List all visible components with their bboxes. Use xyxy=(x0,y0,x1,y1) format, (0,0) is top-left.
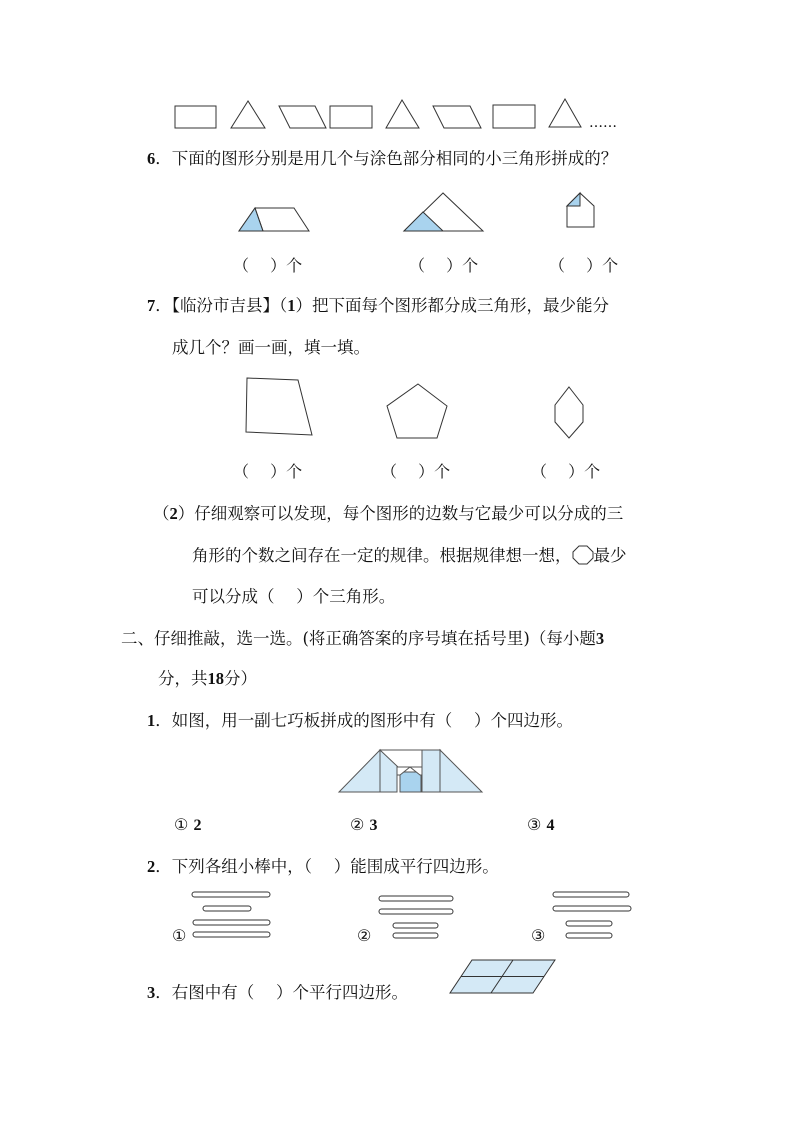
s2q1-option-1-value: 2 xyxy=(193,817,202,834)
q7-part2-line2 xyxy=(192,545,627,567)
q7-part1-text: ）把下面每个图形都分成三角形，最少能分 xyxy=(295,296,609,315)
seq-triangle-3 xyxy=(549,99,581,127)
stick-group-1-mark: ① xyxy=(172,926,187,945)
q6-answer-1[interactable]: （ ）个 xyxy=(233,256,303,275)
q7-figures xyxy=(0,372,794,452)
s2q1-option-1-mark: ① xyxy=(174,815,189,834)
s2q1-option-1[interactable] xyxy=(174,815,201,835)
q6-answer-3[interactable]: （ ）个 xyxy=(549,256,619,275)
q7-part2-line2b: 最少 xyxy=(593,546,627,565)
q7-source: ．【临汾市吉县】（ xyxy=(155,296,288,315)
s2q2-prompt: ．下列各组小棒中，（ ）能围成平行四边形。 xyxy=(155,857,499,876)
sequence-ellipsis: …… xyxy=(589,115,617,131)
q7-part2-text: ）仔细观察可以发现，每个图形的边数与它最少可以分成的三 xyxy=(177,504,624,523)
q7-hexagon xyxy=(555,387,583,438)
section2-score-each: 3 xyxy=(595,629,605,648)
stick-group-3[interactable] xyxy=(553,892,631,938)
s2q1-option-2-mark: ② xyxy=(350,815,365,834)
q6-text xyxy=(147,148,617,170)
tangram-left-triangle xyxy=(339,750,380,792)
q7-part1-number: 1 xyxy=(287,296,296,315)
q7-part2-open: （ xyxy=(153,504,170,523)
seq-rectangle-3 xyxy=(493,105,535,128)
q7-pentagon xyxy=(387,384,447,438)
q7-part2-number: 2 xyxy=(169,504,178,523)
q6-fig2-shaded xyxy=(404,212,443,231)
stick-group-1[interactable] xyxy=(192,892,270,937)
q7-answer-1[interactable]: （ ）个 xyxy=(233,462,303,481)
section2-line2-b: 分） xyxy=(224,669,257,688)
s2q1-option-3-value: 4 xyxy=(546,817,555,834)
tangram-center-square xyxy=(400,772,421,792)
q6-answer-2[interactable]: （ ）个 xyxy=(409,256,479,275)
stick-group-2-mark: ② xyxy=(357,926,372,945)
q7-part2-line2a: 角形的个数之间存在一定的规律。根据规律想一想， xyxy=(192,546,572,565)
q6-fig3-shaded xyxy=(567,193,580,206)
q7-part2-line1 xyxy=(153,503,623,525)
stick-group-2[interactable] xyxy=(379,896,453,938)
sticks-figures xyxy=(0,888,794,948)
section2-heading-line2 xyxy=(158,668,257,690)
q7-answer-3[interactable]: （ ）个 xyxy=(531,462,601,481)
section2-heading-text: 二、仔细推敲，选一选。(将正确答案的序号填在括号里)（每小题 xyxy=(121,629,596,648)
s2q1-option-3-mark: ③ xyxy=(527,815,542,834)
seq-rectangle-1 xyxy=(175,106,216,128)
tangram-figure xyxy=(0,750,794,800)
q7-part2-line3: 可以分成（ ）个三角形。 xyxy=(192,587,396,606)
seq-parallelogram-2 xyxy=(433,106,481,128)
q6-prompt: ．下面的图形分别是用几个与涂色部分相同的小三角形拼成的？ xyxy=(155,149,618,168)
s2q2-text xyxy=(147,856,499,878)
section2-line2-a: 分，共 xyxy=(158,669,208,688)
s2q1-prompt: ．如图，用一副七巧板拼成的图形中有（ ）个四边形。 xyxy=(155,711,573,730)
s2q2-number: 2 xyxy=(147,857,156,876)
q6-figures xyxy=(0,190,794,250)
section2-heading xyxy=(121,628,604,650)
seq-triangle-1 xyxy=(231,101,265,128)
section2-total: 18 xyxy=(207,669,224,688)
s2q3-number: 3 xyxy=(147,983,156,1002)
q7-line1 xyxy=(147,295,609,317)
s2q1-option-2-value: 3 xyxy=(369,817,378,834)
q6-number: 6 xyxy=(147,149,156,168)
q7-number: 7 xyxy=(147,296,156,315)
tangram-right-square xyxy=(422,750,440,792)
s2q1-option-3[interactable] xyxy=(527,815,554,835)
sequence-shapes xyxy=(0,0,794,140)
seq-rectangle-2 xyxy=(330,106,372,128)
s2q1-text xyxy=(147,710,573,732)
stick-group-3-mark: ③ xyxy=(531,926,546,945)
q7-quadrilateral xyxy=(246,378,312,435)
tangram-right-triangle xyxy=(440,750,482,792)
seq-triangle-2 xyxy=(386,100,419,128)
q7-line2: 成几个？画一画，填一填。 xyxy=(172,338,370,357)
s2q3-prompt: ．右图中有（ ）个平行四边形。 xyxy=(155,983,408,1002)
s2q1-option-2[interactable] xyxy=(350,815,377,835)
s2q1-number: 1 xyxy=(147,711,156,730)
seq-parallelogram-1 xyxy=(279,106,326,128)
parallelogram-grid-figure xyxy=(0,955,794,1005)
octagon-icon xyxy=(572,545,594,565)
q7-answer-2[interactable]: （ ）个 xyxy=(381,462,451,481)
